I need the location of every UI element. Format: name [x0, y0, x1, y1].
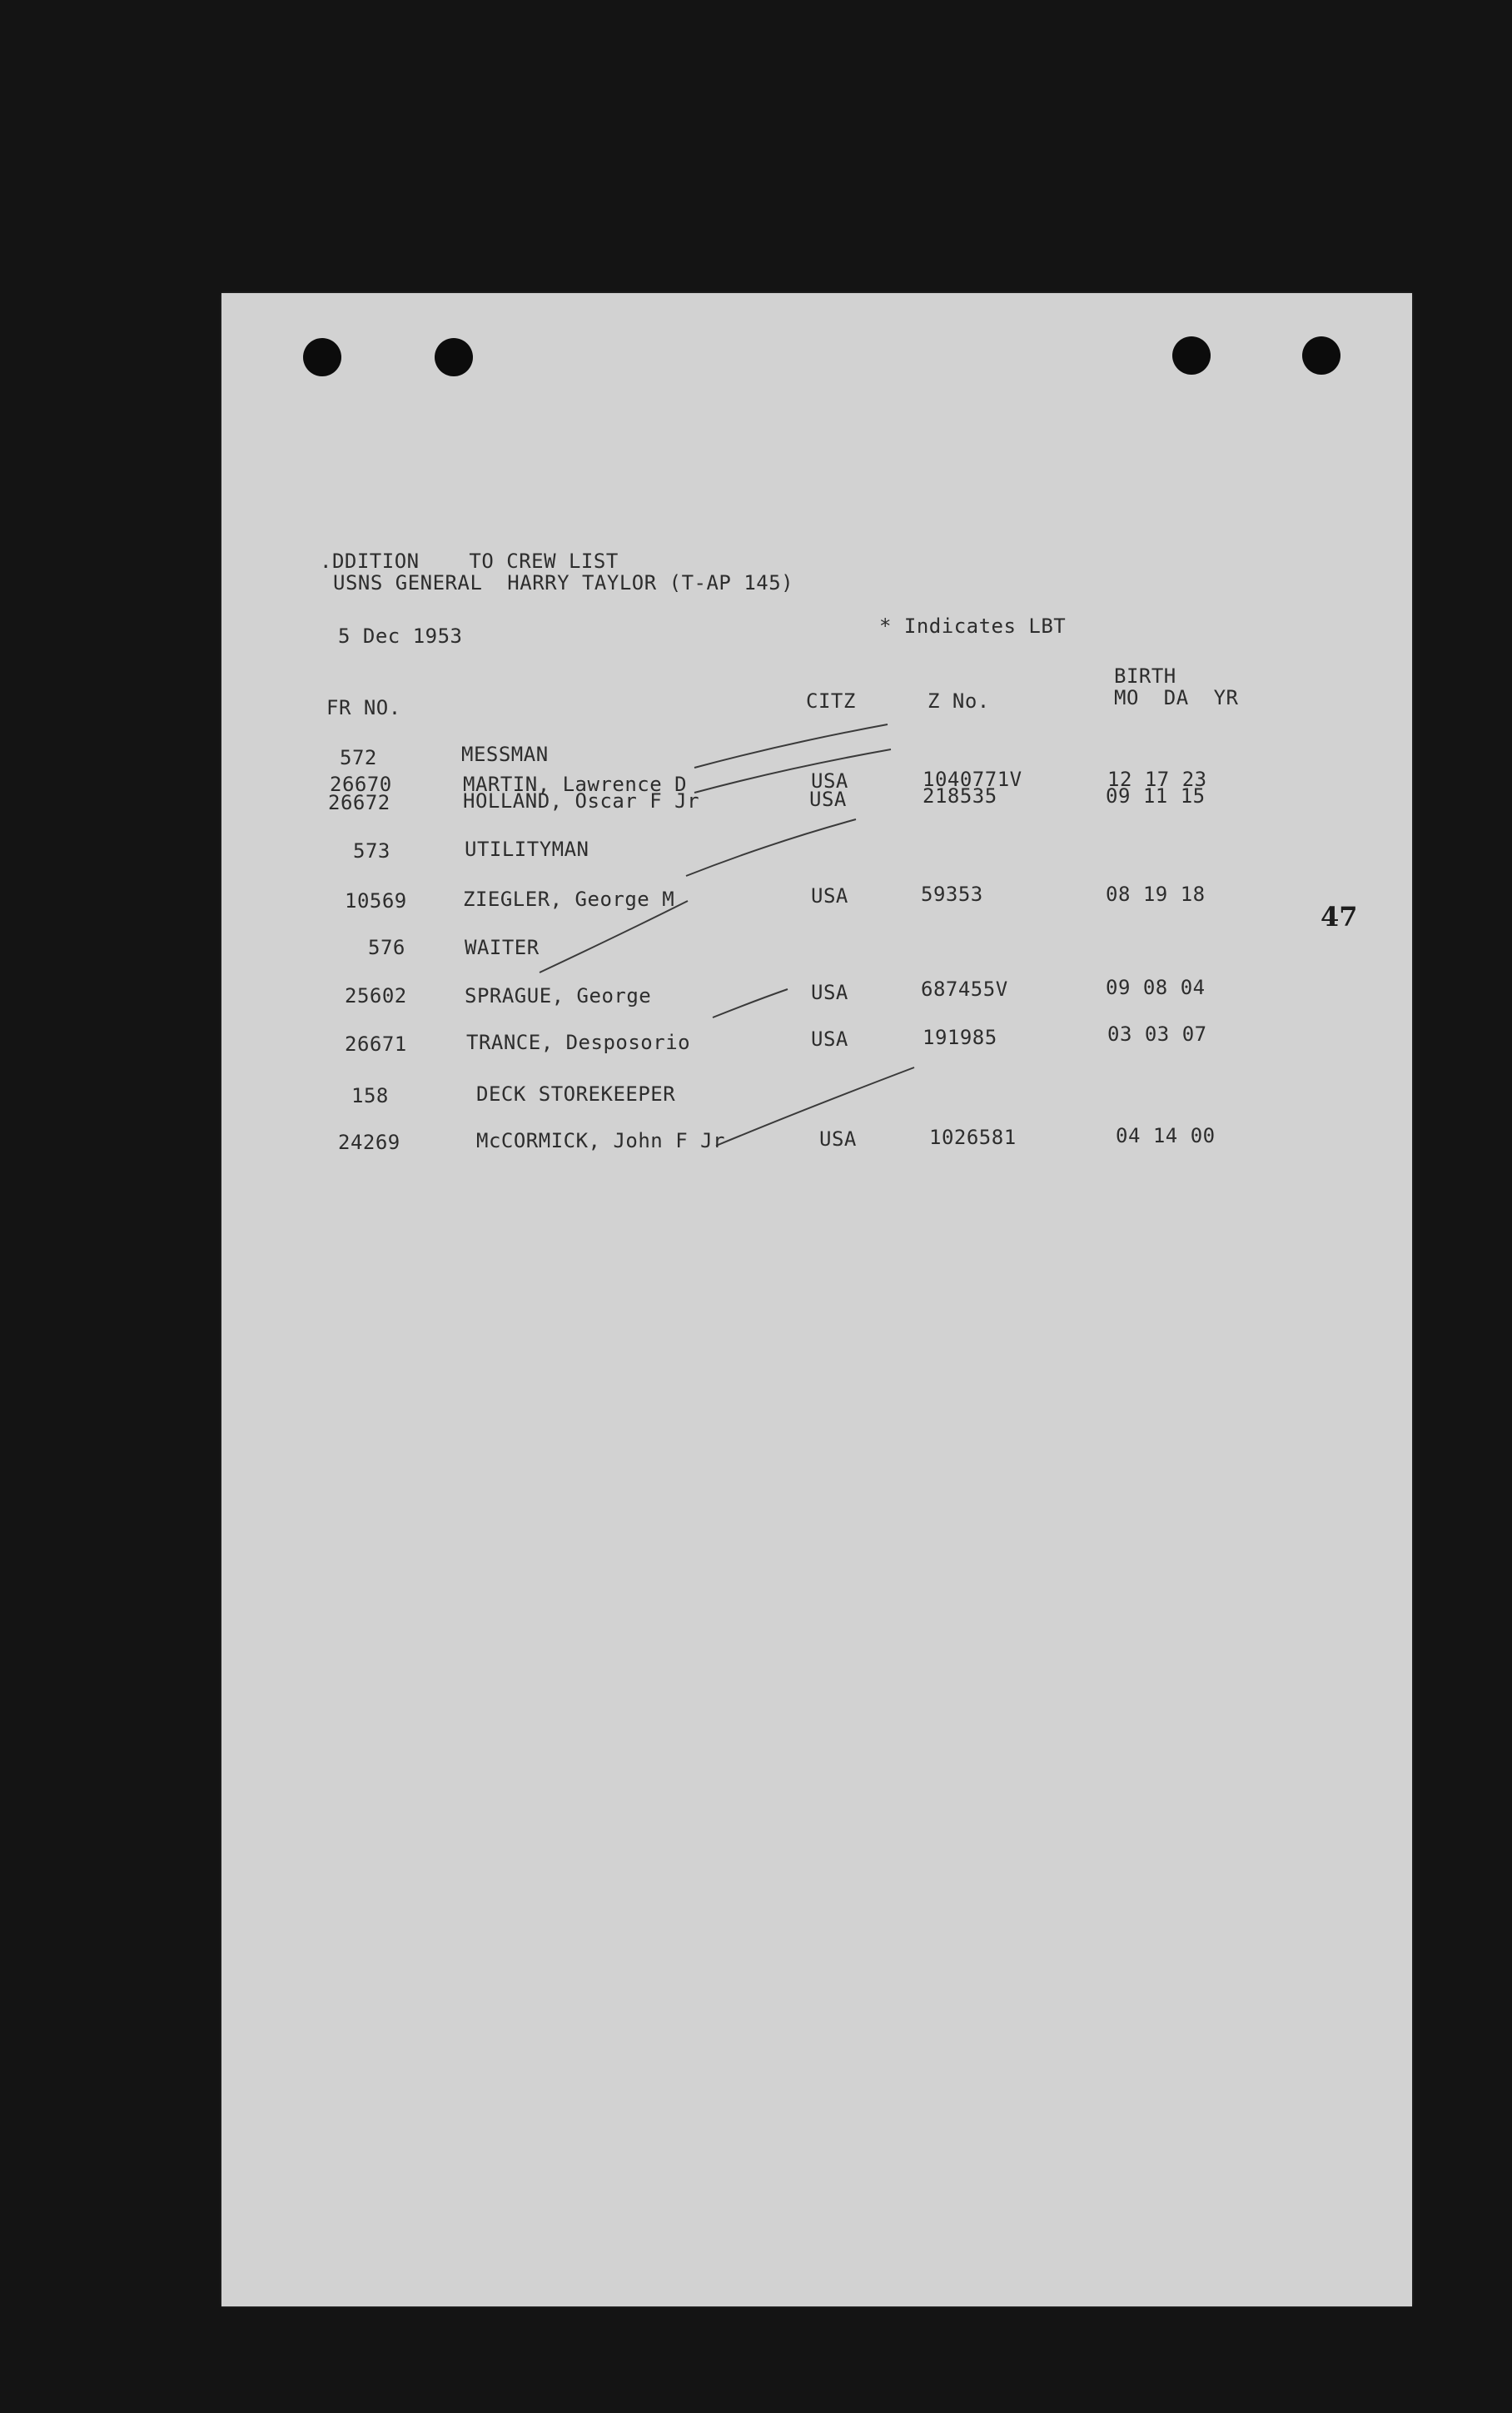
row-z-no: 1026581: [929, 1126, 1017, 1149]
row-fr-no: 10569: [345, 889, 407, 913]
row-name: ZIEGLER, George M: [463, 888, 675, 911]
row-z-no: 191985: [923, 1026, 997, 1049]
row-name: MARTIN, Lawrence D: [463, 773, 688, 796]
section-code: 158: [351, 1084, 389, 1107]
section-title: WAITER: [465, 936, 540, 959]
row-name: McCORMICK, John F Jr: [476, 1129, 725, 1152]
document-page: [221, 293, 1412, 2306]
row-citz: USA: [819, 1127, 857, 1151]
row-fr-no: 26671: [345, 1032, 407, 1056]
row-name: HOLLAND, Oscar F Jr: [463, 789, 700, 813]
row-birth: 09 11 15: [1106, 784, 1206, 808]
section-code: 576: [368, 936, 405, 959]
row-fr-no: 25602: [345, 984, 407, 1007]
row-z-no: 687455V: [921, 978, 1008, 1001]
col-header-fr-no: FR NO.: [326, 696, 401, 719]
section-title: DECK STOREKEEPER: [476, 1082, 676, 1106]
header-date: 5 Dec 1953: [338, 624, 463, 648]
row-name: SPRAGUE, George: [465, 984, 652, 1007]
row-birth: 12 17 23: [1107, 768, 1207, 791]
pen-check-marks: [221, 293, 1412, 2306]
header-title-line1: .DDITION TO CREW LIST: [320, 550, 619, 573]
row-citz: USA: [811, 981, 848, 1004]
row-z-no: 1040771V: [923, 768, 1022, 791]
row-birth: 09 08 04: [1106, 976, 1206, 999]
section-code: 573: [353, 839, 390, 863]
col-header-birth: BIRTH: [1114, 664, 1176, 688]
section-code: 572: [340, 746, 377, 769]
section-title: MESSMAN: [461, 743, 549, 766]
row-fr-no: 24269: [338, 1131, 400, 1154]
row-fr-no: 26672: [328, 791, 390, 814]
row-citz: USA: [811, 884, 848, 908]
row-birth: 03 03 07: [1107, 1022, 1207, 1046]
row-fr-no: 26670: [330, 773, 392, 796]
col-header-citz: CITZ: [806, 689, 856, 713]
row-birth: 08 19 18: [1106, 883, 1206, 906]
header-note: * Indicates LBT: [879, 614, 1067, 638]
row-z-no: 59353: [921, 883, 983, 906]
row-name: TRANCE, Desposorio: [466, 1031, 691, 1054]
row-birth: 04 14 00: [1116, 1124, 1216, 1147]
col-header-z-no: Z No.: [928, 689, 990, 713]
row-citz: USA: [809, 788, 847, 811]
row-citz: USA: [811, 1027, 848, 1051]
header-title-line2: USNS GENERAL HARRY TAYLOR (T-AP 145): [333, 571, 794, 595]
page-number: 47: [1321, 901, 1358, 933]
row-z-no: 218535: [923, 784, 997, 808]
col-header-birth-sub: MO DA YR: [1114, 686, 1239, 709]
section-title: UTILITYMAN: [465, 838, 589, 861]
row-citz: USA: [811, 769, 848, 793]
